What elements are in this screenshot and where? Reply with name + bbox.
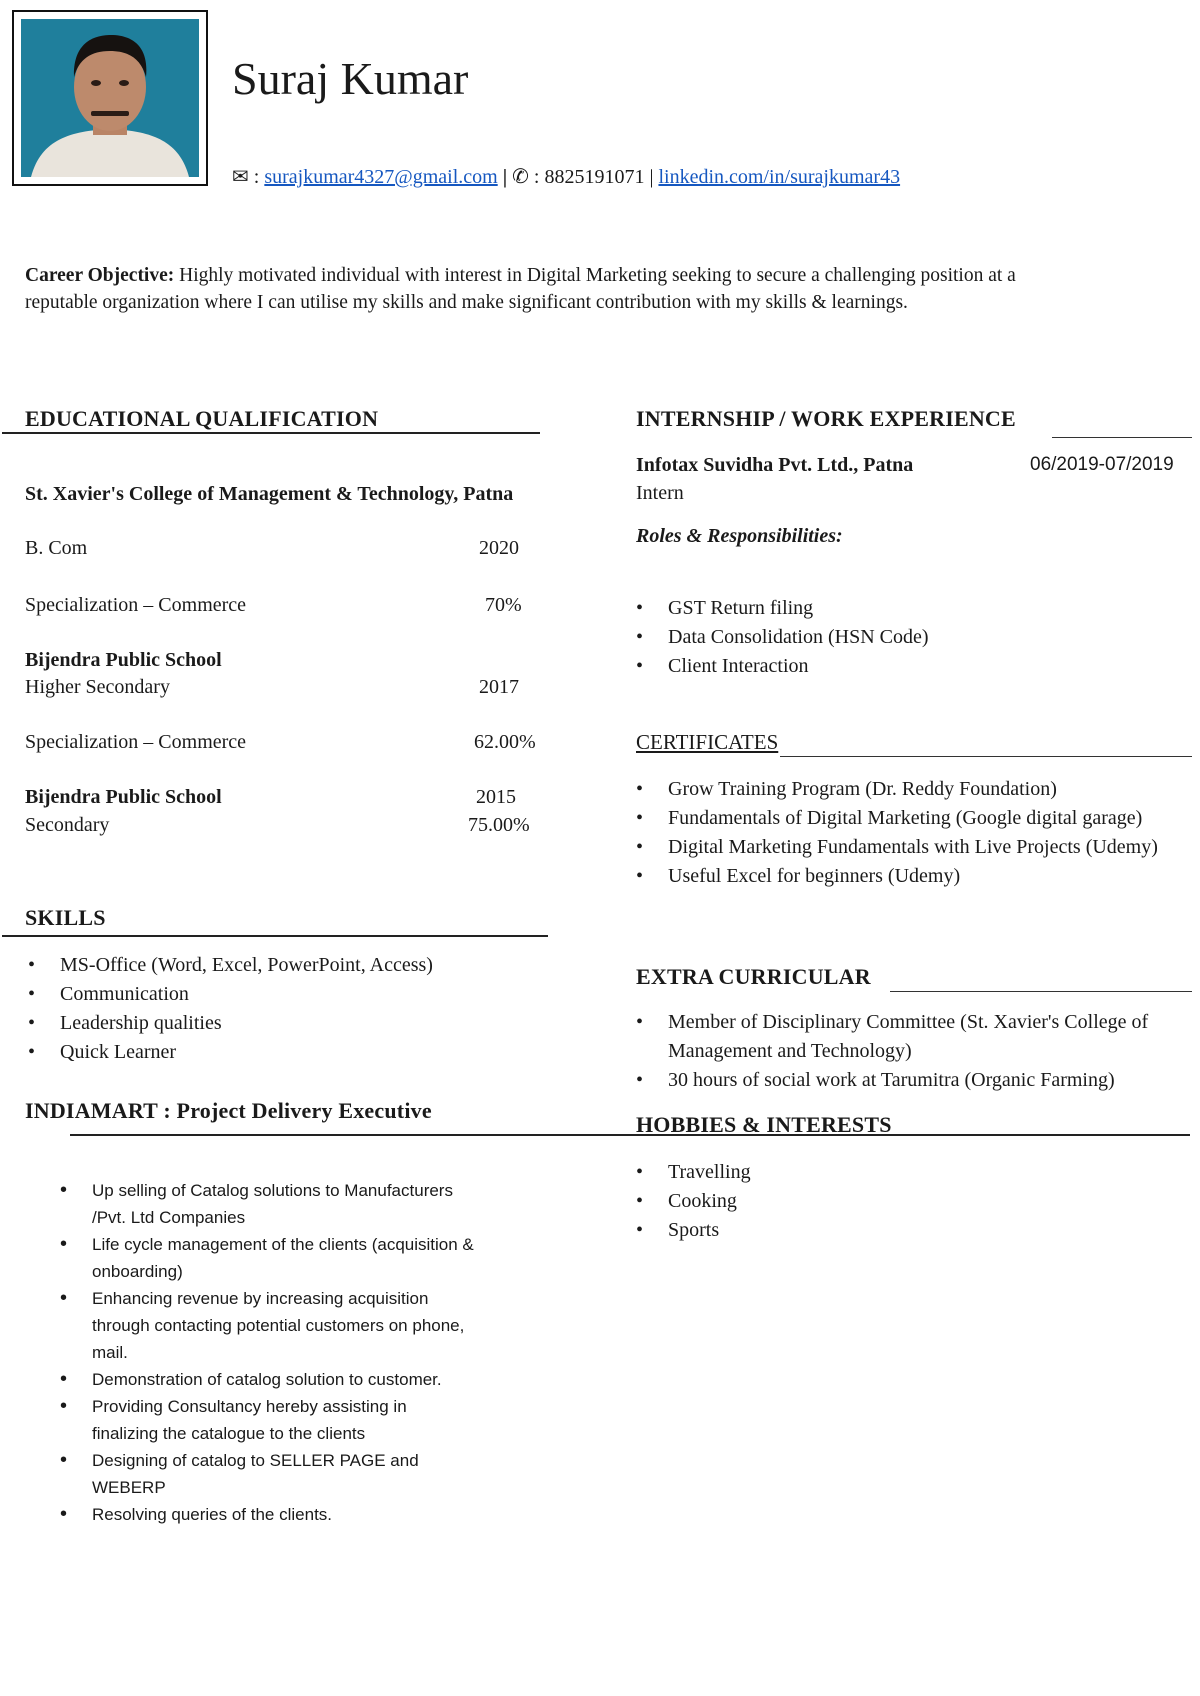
education-score: 70% — [485, 594, 522, 616]
extra-curricular-rule — [890, 991, 1192, 992]
education-degree: Secondary — [25, 814, 110, 836]
skills-rule — [2, 935, 548, 937]
email-separator: : — [248, 166, 265, 188]
list-item: • Enhancing revenue by increasing acquisition through contacting potential customers on phone, mail. — [56, 1285, 476, 1366]
list-item: • Data Consolidation (HSN Code) — [632, 623, 1192, 652]
linkedin-link[interactable]: linkedin.com/in/surajkumar43 — [658, 166, 901, 188]
contact-separator: | — [497, 166, 513, 188]
education-rule — [2, 432, 540, 434]
list-item: • Useful Excel for beginners (Udemy) — [632, 862, 1198, 891]
education-degree: Higher Secondary — [25, 676, 170, 698]
email-link[interactable]: surajkumar4327@gmail.com — [264, 166, 498, 188]
list-item: • Fundamentals of Digital Marketing (Google digital garage) — [632, 804, 1198, 833]
phone-icon: ✆ — [512, 166, 529, 188]
indiamart-heading: INDIAMART : Project Delivery Executive — [25, 1098, 432, 1123]
profile-photo — [21, 19, 199, 177]
certificates-rule — [780, 756, 1192, 757]
list-item: • Designing of catalog to SELLER PAGE and WEBERP — [56, 1447, 476, 1501]
candidate-name: Suraj Kumar — [232, 53, 469, 104]
objective-label: Career Objective: — [25, 265, 175, 286]
roles-label: Roles & Responsibilities: — [636, 525, 843, 547]
hobbies-heading: HOBBIES & INTERESTS — [636, 1112, 892, 1137]
email-icon: ✉ — [232, 166, 249, 188]
list-item: • Leadership qualities — [24, 1009, 544, 1038]
list-item: • Client Interaction — [632, 652, 1192, 681]
list-item: • Cooking — [632, 1187, 1032, 1216]
list-item: • Resolving queries of the clients. — [56, 1501, 476, 1528]
education-year: 2020 — [479, 537, 519, 559]
contact-separator: | — [644, 166, 659, 188]
certificates-list — [632, 775, 1198, 891]
internship-company: Infotax Suvidha Pvt. Ltd., Patna — [636, 454, 914, 476]
list-item: • Member of Disciplinary Committee (St. Xavier's College of Management and Technology) — [632, 1008, 1198, 1066]
list-item: • Providing Consultancy hereby assisting in finalizing the catalogue to the clients — [56, 1393, 476, 1447]
list-item: • Travelling — [632, 1158, 1032, 1187]
education-year: 2015 — [476, 786, 516, 808]
list-item: • Quick Learner — [24, 1038, 544, 1067]
person-photo-icon — [21, 19, 199, 177]
education-institution: Bijendra Public School — [25, 786, 222, 808]
profile-photo-frame — [12, 10, 208, 186]
list-item: • Communication — [24, 980, 544, 1009]
education-institution: St. Xavier's College of Management & Technology, Patna — [25, 483, 514, 505]
education-score: 75.00% — [468, 814, 530, 836]
education-institution: Bijendra Public School — [25, 649, 222, 671]
extra-curricular-heading: EXTRA CURRICULAR — [636, 964, 871, 989]
internship-list — [632, 594, 1192, 681]
indiamart-rule — [70, 1134, 1190, 1136]
career-objective — [25, 262, 1085, 316]
list-item: • Up selling of Catalog solutions to Manufacturers /Pvt. Ltd Companies — [56, 1177, 476, 1231]
internship-role: Intern — [636, 482, 684, 504]
list-item: • Grow Training Program (Dr. Reddy Foundation) — [632, 775, 1198, 804]
education-specialization: Specialization – Commerce — [25, 731, 247, 753]
list-item: • MS-Office (Word, Excel, PowerPoint, Access) — [24, 951, 544, 980]
list-item: • 30 hours of social work at Tarumitra (Organic Farming) — [632, 1066, 1198, 1095]
education-year: 2017 — [479, 676, 519, 698]
list-item: • Digital Marketing Fundamentals with Live Projects (Udemy) — [632, 833, 1198, 862]
list-item: • Demonstration of catalog solution to customer. — [56, 1366, 476, 1393]
phone-number: 8825191071 — [544, 166, 645, 188]
list-item: • Life cycle management of the clients (acquisition & onboarding) — [56, 1231, 476, 1285]
extra-curricular-list — [632, 1008, 1198, 1095]
indiamart-list — [56, 1177, 476, 1528]
skills-heading: SKILLS — [25, 905, 106, 930]
internship-heading: INTERNSHIP / WORK EXPERIENCE — [636, 406, 1016, 431]
contact-line — [232, 164, 900, 189]
certificates-heading: CERTIFICATES — [636, 730, 779, 754]
education-heading: EDUCATIONAL QUALIFICATION — [25, 406, 379, 431]
phone-separator: : — [528, 166, 545, 188]
education-score: 62.00% — [474, 731, 536, 753]
hobbies-list — [632, 1158, 1032, 1245]
list-item: • Sports — [632, 1216, 1032, 1245]
internship-rule — [1052, 437, 1192, 438]
list-item: • GST Return filing — [632, 594, 1192, 623]
internship-dates: 06/2019-07/2019 — [1030, 454, 1174, 475]
education-degree: B. Com — [25, 537, 88, 559]
objective-text: Highly motivated individual with interest in Digital Marketing seeking to secure a challenging position at a reputable organization where I can utilise my skills and make significant contribution with my skills & learnings. — [25, 265, 1016, 313]
skills-list — [24, 951, 544, 1067]
education-specialization: Specialization – Commerce — [25, 594, 247, 616]
